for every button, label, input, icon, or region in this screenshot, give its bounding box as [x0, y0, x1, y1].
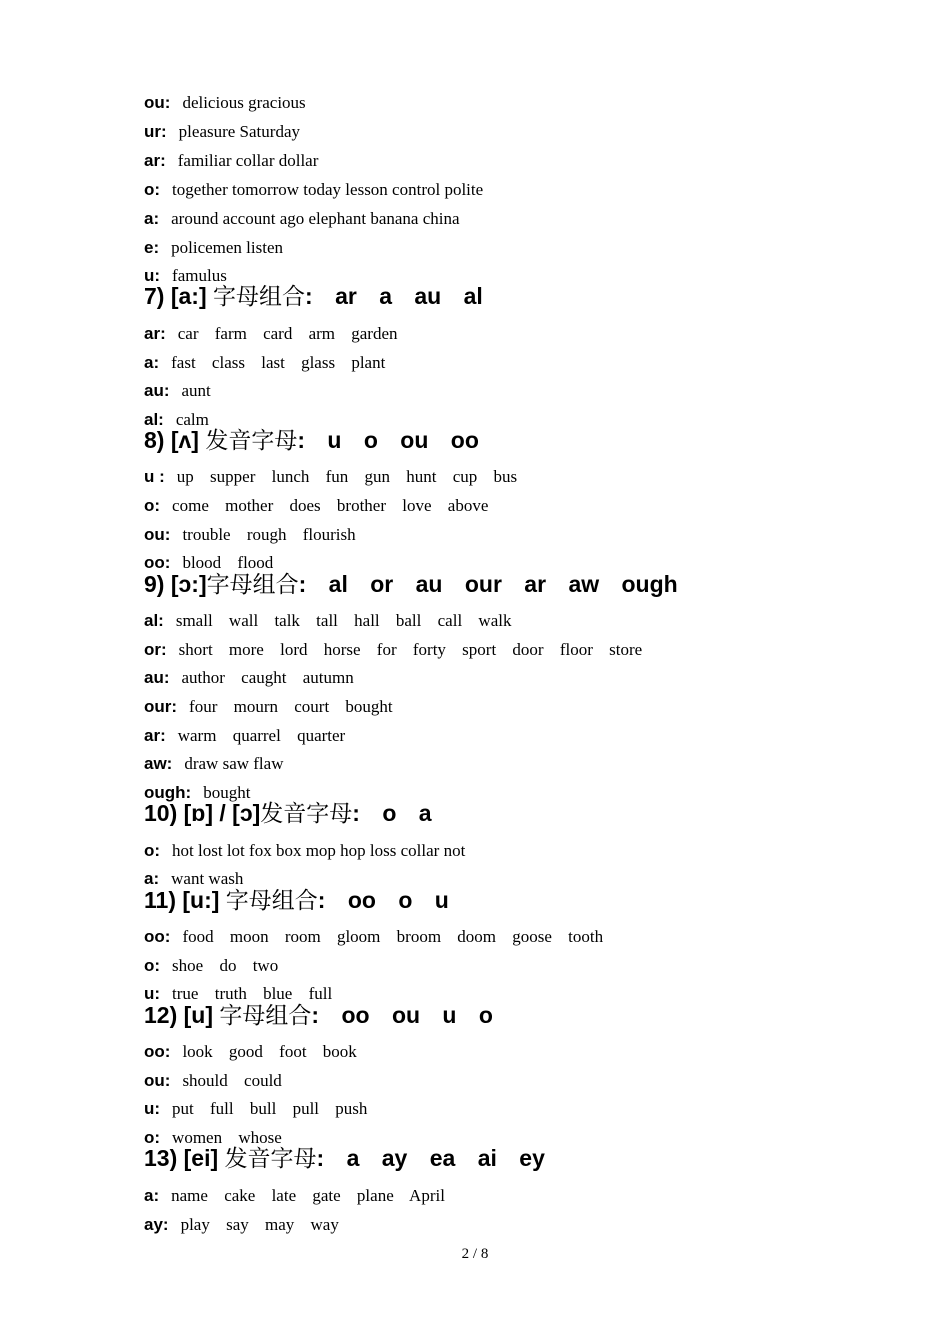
- entry-label: ar:: [144, 726, 166, 745]
- entry-words: bought: [203, 783, 251, 802]
- entry-line: [144, 668, 354, 688]
- entry-label: o:: [144, 1128, 161, 1147]
- section-type: 发音字母: [260, 801, 353, 827]
- entry-label: o:: [144, 956, 161, 975]
- entry-words: car farm card arm garden: [177, 324, 398, 343]
- entry-label: oo:: [144, 553, 171, 572]
- entry-label: ur:: [144, 122, 167, 141]
- entry-words: shoe do two: [172, 956, 279, 975]
- section-letters: : a ay ea ai ey: [316, 1145, 545, 1171]
- entry-line: [144, 611, 511, 631]
- entry-line: [144, 956, 278, 976]
- entry-label: u:: [144, 984, 161, 1003]
- entry-words: four mourn court bought: [189, 697, 393, 716]
- section-heading: [144, 283, 483, 310]
- section-number: 11): [144, 887, 176, 913]
- entry-line: [144, 754, 283, 774]
- section-heading: [144, 571, 678, 598]
- entry-label: al:: [144, 611, 164, 630]
- section-heading: [144, 1145, 545, 1172]
- entry-label: o:: [144, 496, 161, 515]
- entry-line: [144, 1071, 282, 1091]
- entry-words: delicious gracious: [182, 93, 306, 112]
- entry-words: play say may way: [180, 1215, 339, 1234]
- section-number: 13): [144, 1145, 178, 1171]
- entry-line: [144, 209, 460, 229]
- entry-label: our:: [144, 697, 178, 716]
- entry-label: a:: [144, 869, 160, 888]
- entry-label: aw:: [144, 754, 173, 773]
- entry-label: e:: [144, 238, 160, 257]
- entry-words: draw saw flaw: [184, 754, 284, 773]
- section-number: 9): [144, 571, 165, 597]
- phonetic-symbol: [ɔ:]: [170, 571, 207, 597]
- entry-line: [144, 525, 356, 545]
- entry-label: or:: [144, 640, 167, 659]
- entry-words: come mother does brother love above: [172, 496, 489, 515]
- entry-words: warm quarrel quarter: [177, 726, 346, 745]
- entry-words: up supper lunch fun gun hunt cup bus: [176, 467, 518, 486]
- entry-words: calm: [175, 410, 209, 429]
- entry-label: ough:: [144, 783, 192, 802]
- entry-words: familiar collar dollar: [177, 151, 319, 170]
- section-type: 字母组合: [225, 888, 318, 914]
- entry-words: look good foot book: [182, 1042, 357, 1061]
- section-heading: [144, 800, 432, 827]
- entry-label: oo:: [144, 1042, 171, 1061]
- entry-words: pleasure Saturday: [178, 122, 300, 141]
- entry-words: small wall talk tall hall ball call walk: [175, 611, 512, 630]
- section-letters: : ar a au al: [305, 283, 483, 309]
- entry-words: fast class last glass plant: [171, 353, 386, 372]
- entry-label: u:: [144, 1099, 161, 1118]
- entry-line: [144, 984, 332, 1004]
- entry-label: u :: [144, 467, 165, 486]
- entry-line: [144, 151, 318, 171]
- entry-line: [144, 353, 385, 373]
- section-type: 字母组合: [206, 572, 299, 598]
- entry-line: [144, 93, 306, 113]
- entry-label: a:: [144, 209, 160, 228]
- entry-label: a:: [144, 1186, 160, 1205]
- entry-line: [144, 1186, 445, 1206]
- entry-label: u:: [144, 266, 161, 285]
- entry-words: together tomorrow today lesson control polite: [172, 180, 484, 199]
- section-type: 字母组合: [219, 1003, 312, 1029]
- entry-line: [144, 869, 243, 889]
- entry-words: hot lost lot fox box mop hop loss collar not: [172, 841, 466, 860]
- section-letters: : al or au our ar aw ough: [298, 571, 678, 597]
- entry-label: a:: [144, 353, 160, 372]
- section-type: 发音字母: [205, 428, 298, 454]
- entry-words: food moon room gloom broom doom goose tooth: [182, 927, 604, 946]
- section-heading: [144, 887, 449, 914]
- entry-label: o:: [144, 180, 161, 199]
- section-number: 12): [144, 1002, 178, 1028]
- entry-line: [144, 1099, 367, 1119]
- entry-label: ar:: [144, 151, 166, 170]
- section-number: 7): [144, 283, 165, 309]
- phonetic-symbol: [ei]: [183, 1145, 219, 1171]
- entry-label: o:: [144, 841, 161, 860]
- entry-label: oo:: [144, 927, 171, 946]
- entry-label: ou:: [144, 525, 171, 544]
- entry-words: should could: [182, 1071, 282, 1090]
- section-letters: : oo o u: [317, 887, 449, 913]
- entry-line: [144, 1215, 339, 1235]
- entry-line: [144, 381, 211, 401]
- entry-words: around account ago elephant banana china: [171, 209, 460, 228]
- entry-line: [144, 553, 273, 573]
- entry-label: ar:: [144, 324, 166, 343]
- entry-words: aunt: [181, 381, 211, 400]
- entry-label: ou:: [144, 1071, 171, 1090]
- entry-line: [144, 324, 398, 344]
- entry-line: [144, 697, 393, 717]
- entry-line: [144, 1042, 357, 1062]
- phonetic-symbol: [u]: [183, 1002, 214, 1028]
- section-letters: : oo ou u o: [311, 1002, 493, 1028]
- entry-words: short more lord horse for forty sport door floor store: [178, 640, 643, 659]
- phonetic-symbol: [ɒ] / [ɔ]: [183, 800, 261, 826]
- section-letters: : u o ou oo: [297, 427, 479, 453]
- section-heading: [144, 427, 479, 454]
- phonetic-symbol: [ʌ]: [170, 427, 199, 453]
- section-type: 字母组合: [213, 284, 306, 310]
- section-type: 发音字母: [224, 1146, 317, 1172]
- entry-words: policemen listen: [171, 238, 284, 257]
- entry-words: true truth blue full: [172, 984, 333, 1003]
- entry-label: al:: [144, 410, 164, 429]
- entry-label: au:: [144, 381, 170, 400]
- section-number: 10): [144, 800, 178, 826]
- entry-words: name cake late gate plane April: [171, 1186, 445, 1205]
- entry-line: [144, 122, 300, 142]
- section-number: 8): [144, 427, 165, 453]
- entry-label: ay:: [144, 1215, 169, 1234]
- entry-label: ou:: [144, 93, 171, 112]
- phonetic-symbol: [a:]: [170, 283, 207, 309]
- section-letters: : o a: [352, 800, 432, 826]
- entry-line: [144, 496, 488, 516]
- entry-line: [144, 927, 603, 947]
- entry-line: [144, 640, 642, 660]
- entry-line: [144, 180, 483, 200]
- phonetic-symbol: [u:]: [182, 887, 220, 913]
- entry-line: [144, 238, 283, 258]
- entry-label: au:: [144, 668, 170, 687]
- entry-words: author caught autumn: [181, 668, 354, 687]
- page-number: 2 / 8: [461, 1246, 489, 1262]
- entry-words: blood flood: [182, 553, 274, 572]
- section-heading: [144, 1002, 493, 1029]
- entry-words: trouble rough flourish: [182, 525, 356, 544]
- entry-words: put full bull pull push: [172, 1099, 368, 1118]
- entry-line: [144, 726, 345, 746]
- entry-words: want wash: [171, 869, 244, 888]
- entry-words: women whose: [172, 1128, 282, 1147]
- entry-line: [144, 467, 517, 487]
- entry-line: [144, 841, 465, 861]
- entry-words: famulus: [172, 266, 227, 285]
